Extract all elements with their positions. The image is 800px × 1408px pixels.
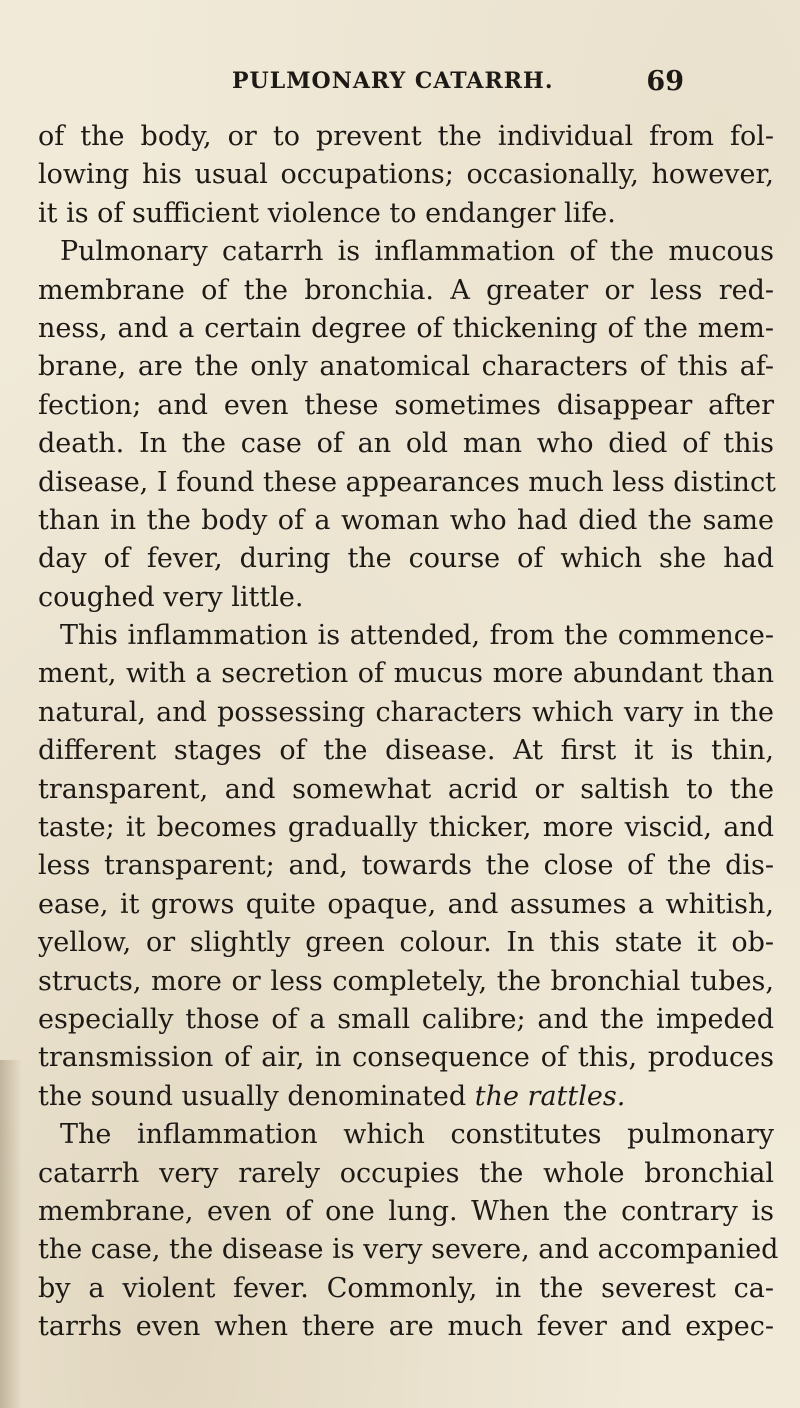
text-line: day of fever, during the course of which she had xyxy=(38,543,774,575)
text-run: the sound usually denominated xyxy=(38,1080,475,1112)
text-line: catarrh very rarely occupies the whole bronchial xyxy=(38,1157,774,1189)
paragraph-start-line: This inflammation is attended, from the commence- xyxy=(60,620,774,652)
text-line: brane, are the only anatomical characters of this af- xyxy=(38,351,774,383)
text-line: transparent, and somewhat acrid or saltish to the xyxy=(38,773,774,805)
text-line: fection; and even these sometimes disappear after xyxy=(38,389,774,421)
text-line: ease, it grows quite opaque, and assumes a whitish, xyxy=(38,888,774,920)
text-line: disease, I found these appearances much less distinct xyxy=(38,466,776,498)
text-line: it is of sufficient violence to endanger life. xyxy=(38,197,616,229)
page-number: 69 xyxy=(646,66,684,97)
text-line: structs, more or less completely, the bronchial tubes, xyxy=(38,965,774,997)
page-edge-shadow xyxy=(0,1060,22,1408)
text-line: transmission of air, in consequence of this, produces xyxy=(38,1042,774,1074)
text-line: taste; it becomes gradually thicker, more viscid, and xyxy=(38,812,774,844)
text-line: membrane of the bronchia. A greater or less red- xyxy=(38,274,774,306)
text-line: less transparent; and, towards the close of the dis- xyxy=(38,850,774,882)
text-line-with-italic xyxy=(38,1078,774,1116)
text-line: membrane, even of one lung. When the contrary is xyxy=(38,1195,774,1227)
text-line: than in the body of a woman who had died the same xyxy=(38,504,774,536)
text-line: natural, and possessing characters which vary in the xyxy=(38,696,774,728)
text-line: yellow, or slightly green colour. In this state it ob- xyxy=(38,927,774,959)
text-line: coughed very little. xyxy=(38,581,304,613)
text-line: lowing his usual occupations; occasionally, however, xyxy=(38,159,774,191)
running-head xyxy=(232,68,684,104)
italic-term: the rattles. xyxy=(474,1080,626,1112)
text-line: the case, the disease is very severe, and accompanied xyxy=(38,1234,779,1266)
text-line: of the body, or to prevent the individual from fol- xyxy=(38,121,774,152)
body-text xyxy=(38,118,779,1347)
text-line: ment, with a secretion of mucus more abundant than xyxy=(38,658,774,690)
paragraph-start-line: Pulmonary catarrh is inflammation of the mucous xyxy=(60,236,774,268)
text-line: ness, and a certain degree of thickening of the mem- xyxy=(38,312,774,344)
paragraph-start-line: The inflammation which constitutes pulmonary xyxy=(60,1119,774,1151)
text-line: death. In the case of an old man who died of this xyxy=(38,428,774,460)
text-line: especially those of a small calibre; and the impeded xyxy=(38,1003,774,1035)
running-title: PULMONARY CATARRH. xyxy=(232,68,554,94)
text-line: different stages of the disease. At first it is thin, xyxy=(38,735,774,767)
text-line: by a violent fever. Commonly, in the severest ca- xyxy=(38,1272,774,1304)
text-line: tarrhs even when there are much fever and expec- xyxy=(38,1311,774,1343)
